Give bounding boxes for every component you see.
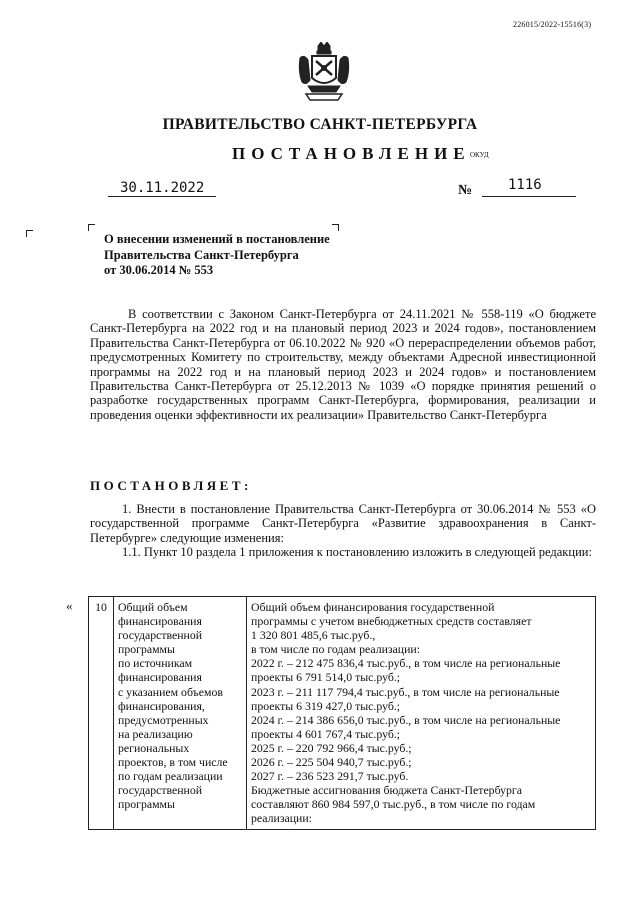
name-line: финансирования, — [118, 698, 205, 713]
value-line: 2023 г. – 211 117 794,4 тыс.руб., в том числе на региональные — [251, 684, 560, 699]
number-underline — [482, 196, 576, 197]
value-line: 2024 г. – 214 386 656,0 тыс.руб., в том числе на региональные — [251, 712, 561, 727]
name-line: по источникам — [118, 656, 193, 671]
name-line: проектов, в том числе — [118, 755, 228, 770]
subject-line: О внесении изменений в постановление — [104, 232, 330, 246]
name-line: с указанием объемов — [118, 684, 223, 699]
name-line: государственной — [118, 628, 203, 643]
value-line: 2025 г. – 220 792 966,4 тыс.руб.; — [251, 740, 412, 755]
name-line: программы — [118, 797, 175, 812]
number-sign: № — [458, 183, 473, 198]
name-line: на реализацию — [118, 726, 193, 741]
okud-label: ОКУД — [470, 151, 489, 159]
preamble-paragraph: В соответствии с Законом Санкт-Петербурга от 24.11.2021 № 558-119 «О бюджете Санкт-Петербурга на 2022 год и на плановый период 2023 и 2024 годов», постановлением Правительства Санкт-Петербурга от 06.10.2022 № 920 «О перераспределении объемов работ, предусмотренных Комитету по строительству, между объектами Адресной инвестиционной программы на 2022 год и на плановый период 2023 и 2024 годов» и постановлением Правительства Санкт-Петербурга от 25.12.2013 № 1039 «О порядке принятия решений о разработке государственных программ Санкт-Петербурга, формирования, реализации и проведения оценки эффективности их реализации» Правительство Санкт-Петербурга — [90, 307, 596, 422]
name-line: государственной — [118, 783, 203, 798]
subject-line: от 30.06.2014 № 553 — [104, 263, 214, 277]
name-line: программы — [118, 642, 175, 657]
subject-corner-right — [332, 224, 339, 231]
value-line: Общий объем финансирования государственной — [251, 600, 495, 614]
name-line: Общий объем — [118, 600, 188, 614]
parameter-value-cell — [247, 597, 596, 830]
value-line: 2027 г. – 236 523 291,7 тыс.руб. — [251, 769, 409, 784]
opening-quote-mark: « — [66, 598, 73, 613]
value-line: 1 320 801 485,6 тыс.руб., — [251, 628, 376, 643]
value-line: проекты 4 601 767,4 тыс.руб.; — [251, 726, 401, 741]
name-line: по годам реализации — [118, 769, 223, 784]
value-line: 2022 г. – 212 475 836,4 тыс.руб., в том числе на региональные — [251, 656, 561, 671]
value-line: проекты 6 791 514,0 тыс.руб.; — [251, 670, 401, 685]
value-line: Бюджетные ассигнования бюджета Санкт-Петербурга — [251, 783, 523, 798]
subject-corner-left — [88, 224, 95, 231]
document-title: ПОСТАНОВЛЕНИЕ — [232, 144, 471, 163]
value-line: реализации: — [251, 811, 312, 826]
value-line: проекты 6 319 427,0 тыс.руб.; — [251, 698, 401, 713]
organization-name: ПРАВИТЕЛЬСТВО САНКТ-ПЕТЕРБУРГА — [162, 116, 478, 133]
parameter-name-cell — [114, 597, 247, 830]
name-line: предусмотренных — [118, 712, 209, 727]
subject-line: Правительства Санкт-Петербурга — [104, 247, 299, 262]
value-line: в том числе по годам реализации: — [251, 642, 421, 657]
document-subject — [104, 232, 344, 279]
margin-corner-mark — [26, 230, 33, 237]
value-line: программы с учетом внебюджетных средств составляет — [251, 614, 532, 629]
name-line: финансирования — [118, 614, 202, 629]
row-number-cell: 10 — [89, 597, 114, 830]
name-line: региональных — [118, 740, 190, 755]
document-date: 30.11.2022 — [120, 180, 205, 196]
document-number: 1116 — [508, 177, 542, 193]
value-line: составляют 860 984 597,0 тыс.руб., в том числе по годам — [251, 797, 536, 812]
clause-1-1: 1.1. Пункт 10 раздела 1 приложения к постановлению изложить в следующей редакции: — [122, 545, 592, 559]
name-line: финансирования — [118, 670, 202, 685]
coat-of-arms-icon — [298, 42, 350, 104]
table-row — [89, 597, 596, 830]
decree-heading: ПОСТАНОВЛЯЕТ: — [90, 478, 252, 493]
program-table — [88, 596, 596, 830]
date-underline — [108, 196, 216, 197]
clause-1: 1. Внести в постановление Правительства Санкт-Петербурга от 30.06.2014 № 553 «О государственной программе Санкт-Петербурга «Развитие здравоохранения в Санкт-Петербурге» следующие изменения: — [90, 502, 596, 545]
document-registration-number: 226015/2022-15516(3) — [513, 20, 592, 29]
value-line: 2026 г. – 225 504 940,7 тыс.руб.; — [251, 755, 412, 770]
